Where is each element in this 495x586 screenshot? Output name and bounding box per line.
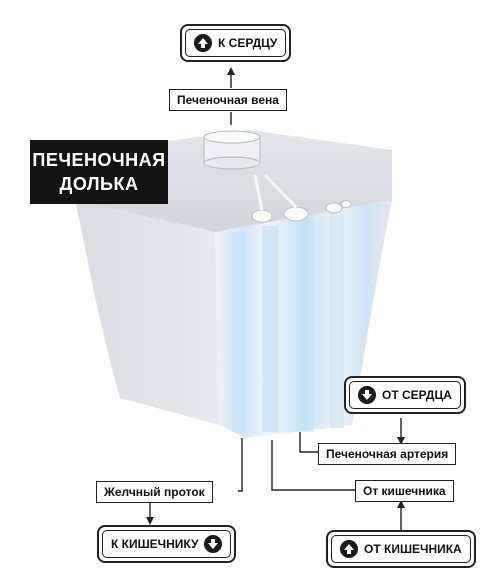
- lobule-left-face: [75, 200, 220, 425]
- to-intestine-label: К КИШЕЧНИКУ: [111, 537, 199, 551]
- arrow-up-circle-icon: [194, 34, 212, 52]
- from-intestine-label: От кишечника: [355, 480, 454, 502]
- vessel-opening: [341, 201, 351, 208]
- to-heart-label: К СЕРДЦУ: [218, 36, 278, 50]
- hepatic-artery-label: Печеночная артерия: [318, 443, 456, 465]
- lobule-title-line-2: ДОЛЬКА: [59, 174, 139, 194]
- arrow-down-circle-icon: [358, 386, 376, 404]
- vessel-opening: [284, 207, 308, 221]
- from-intestine-direction-label: ОТ КИШЕЧНИКА: [364, 542, 462, 556]
- arrow-down-circle-icon: [204, 535, 222, 553]
- bile-duct-label: Желчный проток: [96, 481, 213, 503]
- vessel-opening: [252, 210, 272, 222]
- arrow-up-circle-icon: [340, 540, 358, 558]
- to-intestine-sign: [97, 525, 236, 563]
- to-heart-sign: [180, 24, 291, 62]
- hepatic-vein-label: Печеночная вена: [169, 89, 287, 111]
- lobule-title-line-1: ПЕЧЕНОЧНАЯ: [32, 150, 166, 170]
- vessel-opening: [326, 203, 342, 213]
- lobule-title: [30, 140, 168, 204]
- from-intestine-sign: [326, 530, 476, 568]
- from-heart-sign: [344, 376, 466, 414]
- from-heart-label: ОТ СЕРДЦА: [382, 388, 452, 402]
